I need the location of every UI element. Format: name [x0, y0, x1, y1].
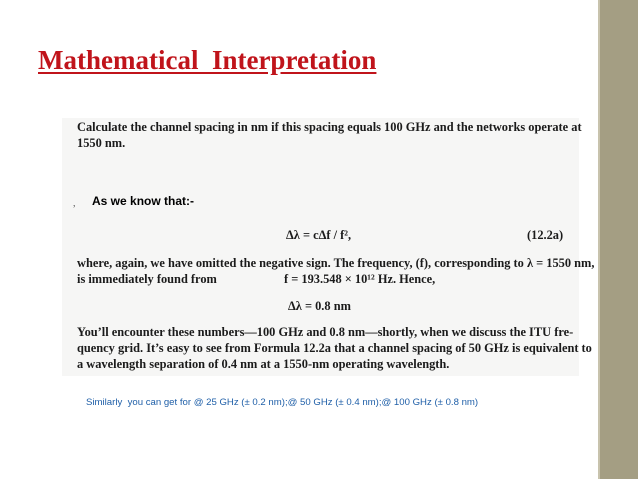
paragraph-2-line-1: You’ll encounter these numbers—100 GHz and 0.8 nm—shortly, when we discuss the ITU fre- [77, 325, 574, 339]
paragraph-1-line-1: where, again, we have omitted the negative sign. The frequency, (f), corresponding to λ = 1550 nm, [77, 256, 595, 270]
scanned-text-image [62, 118, 595, 376]
equation-number: (12.2a) [527, 228, 564, 242]
overlay-note: As we know that:- [92, 194, 195, 208]
footnote-text: Similarly you can get for @ 25 GHz (± 0.2 nm);@ 50 GHz (± 0.4 nm);@ 100 GHz (± 0.8 nm) [86, 397, 479, 408]
paragraph-1-line-2b: f = 193.548 × 10¹² Hz. Hence, [284, 272, 436, 286]
bullet-dot: , [73, 198, 76, 209]
equation: Δλ = cΔf / f², [286, 228, 352, 242]
question-line-2: 1550 nm. [77, 136, 126, 150]
result-equation: Δλ = 0.8 nm [288, 299, 351, 313]
paragraph-1-line-2a: is immediately found from [77, 272, 217, 286]
paragraph-2-line-2: quency grid. It’s easy to see from Formula 12.2a that a channel spacing of 50 GHz is equivalent to [77, 341, 592, 355]
question-line-1: Calculate the channel spacing in nm if this spacing equals 100 GHz and the networks operate at [77, 120, 582, 134]
slide-sidebar [598, 0, 638, 479]
slide-title: Mathematical Interpretation [38, 45, 377, 75]
sidebar-strip [598, 0, 600, 479]
paragraph-2-line-3: a wavelength separation of 0.4 nm at a 1550-nm operating wavelength. [77, 357, 450, 371]
